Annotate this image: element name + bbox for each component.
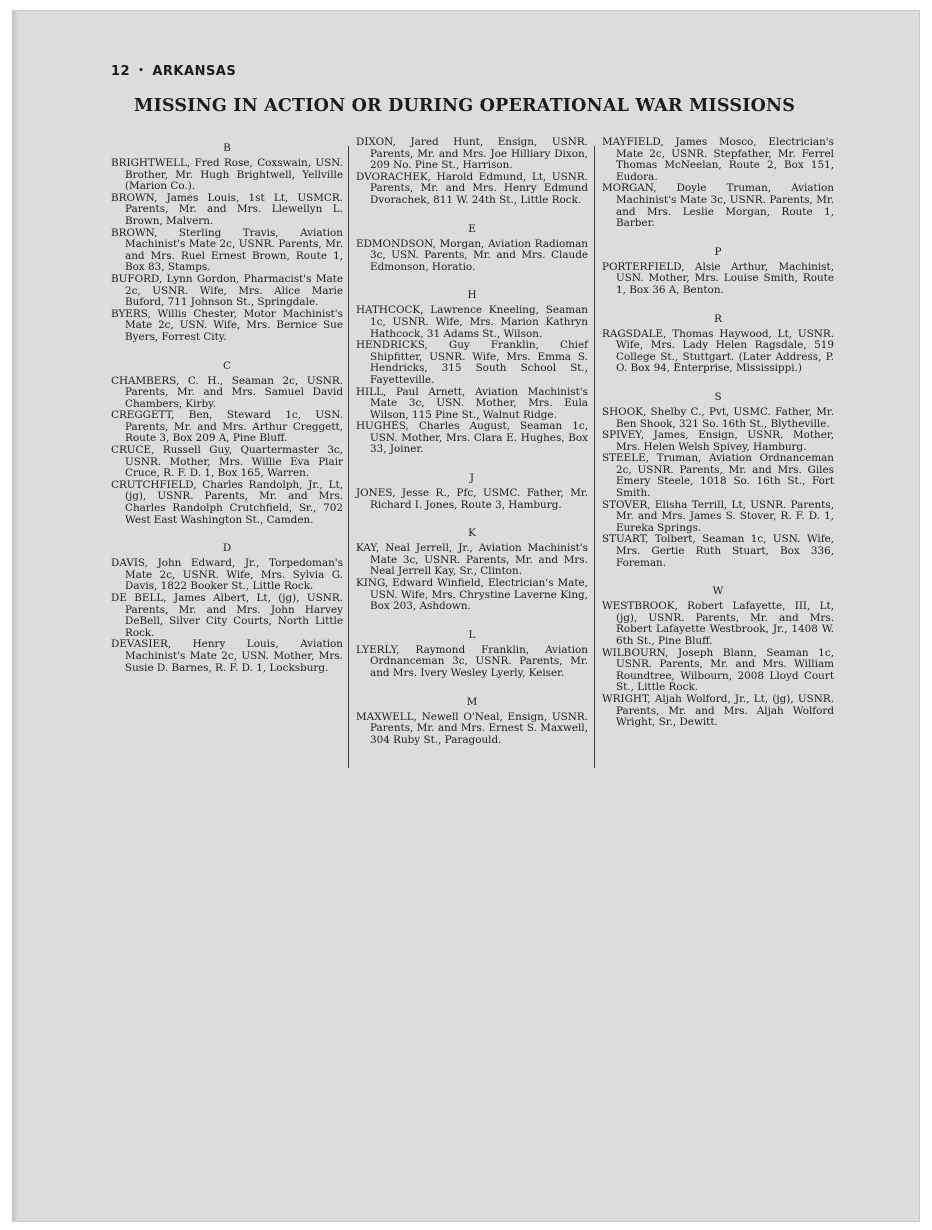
casualty-entry: HENDRICKS, Guy Franklin, Chief Shipfitter, USNR. Wife, Mrs. Emma S. Hendricks, 315 South School St., Fayetteville. [356, 339, 588, 386]
casualty-entry: LYERLY, Raymond Franklin, Aviation Ordnanceman 3c, USNR. Parents, Mr. and Mrs. Ivery Wesley Lyerly, Keiser. [356, 643, 588, 679]
casualty-entry: RAGSDALE, Thomas Haywood, Lt, USNR. Wife, Mrs. Lady Helen Ragsdale, 519 College St., Stuttgart. (Later Address, P. O. Box 94, Enterprise, Mississippi.) [602, 327, 834, 375]
section-letter: D [222, 542, 232, 555]
casualty-entry: CRUCE, Russell Guy, Quartermaster 3c, USNR. Mother, Mrs. Willie Eva Plair Cruce, R. F. D. 1, Box 165, Warren. [111, 444, 343, 480]
column-divider-1 [348, 146, 349, 768]
casualty-entry: MAYFIELD, James Mosco, Electrician's Mate 2c, USNR. Stepfather, Mr. Ferrel Thomas McNeelan, Route 2, Box 151, Eudora. [602, 136, 834, 183]
casualty-entry: WILBOURN, Joseph Blann, Seaman 1c, USNR. Parents, Mr. and Mrs. William Roundtree, Wilbourn, 2008 Lloyd Court St., Little Rock. [602, 646, 834, 694]
casualty-entry: HUGHES, Charles August, Seaman 1c, USN. Mother, Mrs. Clara E. Hughes, Box 33, Joiner. [356, 420, 588, 456]
casualty-entry: WRIGHT, Aljah Wolford, Jr., Lt, (jg), USNR. Parents, Mr. and Mrs. Aljah Wolford Wright, Sr., Dewitt. [602, 692, 834, 729]
page-spine-edge [12, 10, 18, 1222]
section-letter: E [468, 222, 476, 235]
section-letter: H [467, 289, 477, 302]
casualty-entry: KAY, Neal Jerrell, Jr., Aviation Machinist's Mate 3c, USNR. Parents, Mr. and Mrs. Neal Jerrell Kay, Sr., Clinton. [356, 542, 588, 578]
column-2 [356, 137, 588, 746]
casualty-entry: MORGAN, Doyle Truman, Aviation Machinist's Mate 3c, USNR. Parents, Mr. and Mrs. Leslie Morgan, Route 1, Barber. [602, 182, 834, 230]
section-letter: J [469, 472, 475, 485]
casualty-entry: STUART, Tolbert, Seaman 1c, USN. Wife, Mrs. Gertie Ruth Stuart, Box 336, Foreman. [602, 533, 834, 569]
casualty-entry: WESTBROOK, Robert Lafayette, III, Lt, (jg), USNR. Parents, Mr. and Mrs. Robert Lafayette Westbrook, Jr., 1408 W. 6th St., Pine Bluff. [602, 600, 834, 647]
casualty-entry: STEELE, Truman, Aviation Ordnanceman 2c, USNR. Parents, Mr. and Mrs. Giles Emery Steele, 1018 So. 16th St., Fort Smith. [602, 452, 834, 500]
section-letter: R [714, 312, 722, 325]
section-letter: W [712, 585, 724, 598]
casualty-entry: HATHCOCK, Lawrence Kneeling, Seaman 1c, USNR. Wife, Mrs. Marion Kathryn Hathcock, 31 Adams St., Wilson. [356, 304, 588, 340]
section-letter: M [466, 695, 478, 708]
casualty-entry: BUFORD, Lynn Gordon, Pharmacist's Mate 2c, USNR. Wife, Mrs. Alice Marie Buford, 711 Johnson St., Springdale. [111, 272, 343, 309]
column-3 [602, 137, 834, 729]
section-spacer [356, 273, 588, 285]
running-header [111, 64, 236, 79]
section-spacer [602, 230, 834, 242]
section-spacer [356, 613, 588, 625]
casualty-entry: SHOOK, Shelby C., Pvt, USMC. Father, Mr. Ben Shook, 321 So. 16th St., Blytheville. [602, 405, 834, 430]
section-spacer [602, 375, 834, 387]
casualty-entry: BYERS, Willis Chester, Motor Machinist's Mate 2c, USN. Wife, Mrs. Bernice Sue Byers, Forrest City. [111, 307, 343, 343]
casualty-entry: BROWN, James Louis, 1st Lt, USMCR. Parents, Mr. and Mrs. Llewellyn L. Brown, Malvern. [111, 191, 343, 227]
section-letter: K [468, 527, 476, 540]
section-letter: C [223, 359, 231, 372]
casualty-entry: KING, Edward Winfield, Electrician's Mate, USN. Wife, Mrs. Chrystine Laverne King, Box 203, Ashdown. [356, 577, 588, 613]
section-letter: P [714, 245, 722, 258]
section-spacer [602, 297, 834, 309]
section-spacer [356, 456, 588, 468]
column-1 [111, 138, 343, 674]
section-letter: S [714, 390, 722, 403]
section-spacer [356, 511, 588, 523]
page-number: 12 [111, 64, 131, 79]
casualty-entry: DE BELL, James Albert, Lt, (jg), USNR. Parents, Mr. and Mrs. John Harvey DeBell, Silver City Courts, North Little Rock. [111, 592, 343, 639]
header-bullet: • [138, 66, 145, 76]
page-title: MISSING IN ACTION OR DURING OPERATIONAL WAR MISSIONS [134, 96, 796, 116]
column-divider-2 [594, 146, 595, 768]
casualty-entry: CHAMBERS, C. H., Seaman 2c, USNR. Parents, Mr. and Mrs. Samuel David Chambers, Kirby. [111, 374, 343, 410]
section-spacer [602, 569, 834, 581]
casualty-entry: SPIVEY, James, Ensign, USNR. Mother, Mrs. Helen Welsh Spivey, Hamburg. [602, 429, 834, 453]
casualty-entry: CREGGETT, Ben, Steward 1c, USN. Parents, Mr. and Mrs. Arthur Creggett, Route 3, Box 209 A, Pine Bluff. [111, 409, 343, 445]
section-spacer [356, 207, 588, 219]
casualty-entry: BRIGHTWELL, Fred Rose, Coxswain, USN. Brother, Mr. Hugh Brightwell, Yellville (Marion Co.). [111, 157, 343, 193]
casualty-entry: DIXON, Jared Hunt, Ensign, USNR. Parents, Mr. and Mrs. Joe Hilliary Dixon, 209 No. Pine St., Harrison. [356, 136, 588, 172]
casualty-entry: DVORACHEK, Harold Edmund, Lt, USNR. Parents, Mr. and Mrs. Henry Edmund Dvorachek, 811 W. 24th St., Little Rock. [356, 170, 588, 206]
section-letter: L [468, 628, 476, 641]
casualty-entry: JONES, Jesse R., Pfc, USMC. Father, Mr. Richard I. Jones, Route 3, Hamburg. [356, 487, 588, 511]
section-spacer [356, 680, 588, 692]
state-name: ARKANSAS [152, 64, 237, 79]
casualty-entry: EDMONDSON, Morgan, Aviation Radioman 3c, USN. Parents, Mr. and Mrs. Claude Edmonson, Horatio. [356, 237, 588, 273]
casualty-entry: CRUTCHFIELD, Charles Randolph, Jr., Lt, (jg), USNR. Parents, Mr. and Mrs. Charles Randolph Crutchfield, Sr., 702 West East Washington St., Camden. [111, 478, 343, 526]
section-spacer [111, 526, 343, 538]
casualty-entry: DAVIS, John Edward, Jr., Torpedoman's Mate 2c, USNR. Wife, Mrs. Sylvia G. Davis, 1822 Booker St., Little Rock. [111, 557, 343, 593]
casualty-entry: MAXWELL, Newell O'Neal, Ensign, USNR. Parents, Mr. and Mrs. Ernest S. Maxwell, 304 Ruby St., Paragould. [356, 710, 588, 746]
casualty-entry: BROWN, Sterling Travis, Aviation Machinist's Mate 2c, USNR. Parents, Mr. and Mrs. Ruel Ernest Brown, Route 1, Box 83, Stamps. [111, 226, 343, 274]
casualty-entry: DEVASIER, Henry Louis, Aviation Machinist's Mate 2c, USN. Mother, Mrs. Susie D. Barnes, R. F. D. 1, Locksburg. [111, 638, 343, 674]
casualty-entry: PORTERFIELD, Alsie Arthur, Machinist, USN. Mother, Mrs. Louise Smith, Route 1, Box 36 A, Benton. [602, 260, 834, 296]
section-letter: B [223, 142, 231, 154]
section-spacer [111, 344, 343, 356]
casualty-entry: HILL, Paul Arnett, Aviation Machinist's Mate 3c, USN. Mother, Mrs. Eula Wilson, 115 Pine St., Walnut Ridge. [356, 385, 588, 421]
casualty-entry: STOVER, Elisha Terrill, Lt, USNR. Parents, Mr. and Mrs. James S. Stover, R. F. D. 1, Eureka Springs. [602, 498, 834, 534]
